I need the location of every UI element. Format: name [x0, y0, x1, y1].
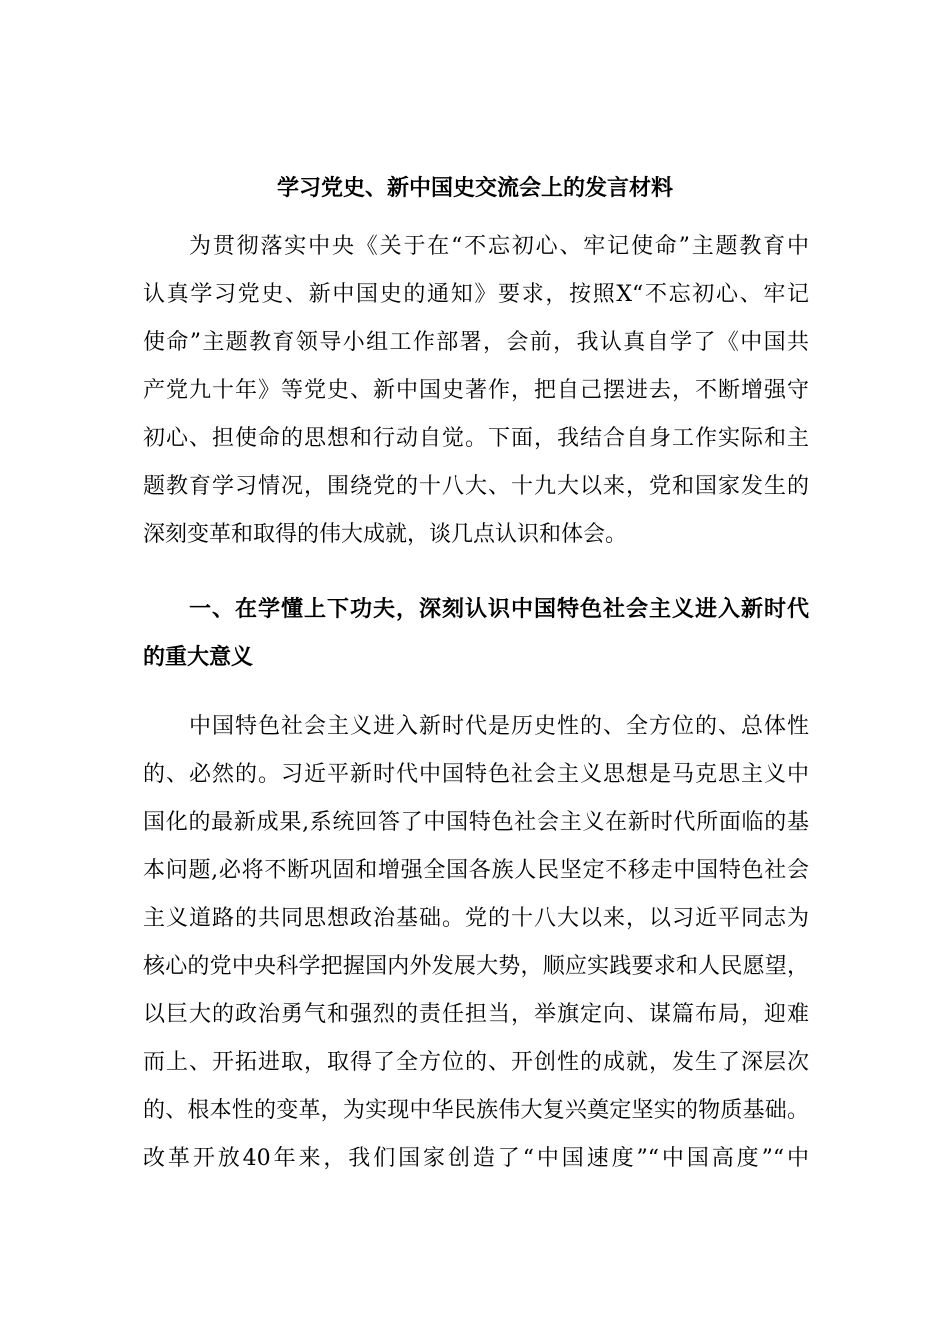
text-line: 本问题,必将不断巩固和增强全国各族人民坚定不移走中国特色社会: [143, 858, 809, 883]
text-line: 初心、担使命的思想和行动自觉。下面，我结合自身工作实际和主: [143, 426, 809, 451]
text-line: 深刻变革和取得的伟大成就，谈几点认识和体会。: [143, 522, 628, 547]
text-line: 而上、开拓进取，取得了全方位的、开创性的成就，发生了深层次: [143, 1050, 809, 1075]
heading-line: 的重大意义: [143, 644, 254, 670]
text-line: 中国特色社会主义进入新时代是历史性的、全方位的、总体性: [189, 714, 809, 739]
text-line: 的、必然的。习近平新时代中国特色社会主义思想是马克思主义中: [143, 762, 809, 787]
text-line: 题教育学习情况，围绕党的十八大、十九大以来，党和国家发生的: [143, 474, 809, 499]
document-title: 学习党史、新中国史交流会上的发言材料: [276, 175, 673, 201]
text-line: 产党九十年》等党史、新中国史著作，把自己摆进去，不断增强守: [143, 378, 809, 403]
text-line: 主义道路的共同思想政治基础。党的十八大以来，以习近平同志为: [143, 906, 809, 931]
paragraph-section-1: [143, 703, 809, 1183]
heading-line: 一、在学懂上下功夫，深刻认识中国特色社会主义进入新时代: [189, 596, 809, 622]
paragraph-intro: [143, 223, 809, 559]
text-line: 为贯彻落实中央《关于在“不忘初心、牢记使命”主题教育中: [189, 234, 809, 259]
text-line: 国化的最新成果,系统回答了中国特色社会主义在新时代所面临的基: [143, 810, 809, 835]
section-heading-1: [143, 585, 809, 681]
text-line: 改革开放40年来，我们国家创造了“中国速度”“中国高度”“中: [143, 1146, 809, 1171]
text-line: 的、根本性的变革，为实现中华民族伟大复兴奠定坚实的物质基础。: [143, 1098, 809, 1123]
text-line: 以巨大的政治勇气和强烈的责任担当，举旗定向、谋篇布局，迎难: [143, 1002, 809, 1027]
text-line: 认真学习党史、新中国史的通知》要求，按照X“不忘初心、牢记: [143, 282, 809, 307]
text-line: 核心的党中央科学把握国内外发展大势，顺应实践要求和人民愿望，: [143, 954, 809, 979]
text-line: 使命”主题教育领导小组工作部署，会前，我认真自学了《中国共: [143, 330, 809, 355]
